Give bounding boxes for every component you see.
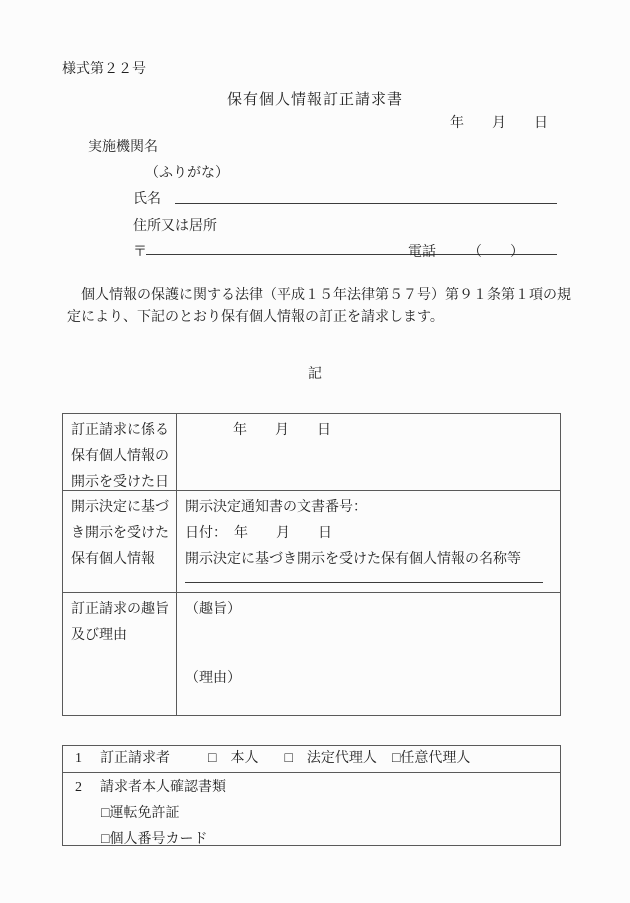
checkbox-option-legal-representative: □ 法定代理人 bbox=[284, 751, 377, 766]
correction-request-table bbox=[62, 413, 561, 716]
name-fill-line bbox=[175, 203, 557, 204]
table-row-purport-reason bbox=[63, 592, 560, 715]
row-header bbox=[63, 414, 177, 490]
document-number-label: 開示決定通知書の文書番号： bbox=[185, 500, 367, 515]
checkbox-option-voluntary-representative: □任意代理人 bbox=[391, 751, 471, 766]
checkbox-option-my-number-card: □個人番号カード bbox=[101, 832, 208, 847]
header-line: 及び理由 bbox=[71, 628, 127, 643]
date-blank-line: 年 月 日 bbox=[450, 116, 548, 131]
furigana-label: （ふりがな） bbox=[145, 166, 229, 181]
form-number: 様式第２２号 bbox=[62, 62, 146, 77]
agency-label: 実施機関名 bbox=[88, 140, 158, 155]
checkbox-option-self: □ 本人 bbox=[208, 751, 259, 766]
table-row-disclosed-info bbox=[63, 490, 560, 592]
header-line: 訂正請求に係る bbox=[71, 423, 169, 438]
name-label: 氏名 bbox=[133, 192, 161, 207]
row-header bbox=[63, 491, 177, 592]
table-row-identity-documents bbox=[63, 772, 560, 845]
header-line: 訂正請求の趣旨 bbox=[71, 602, 169, 617]
checkbox-option-drivers-license: □運転免許証 bbox=[101, 806, 180, 821]
address-label: 住所又は居所 bbox=[133, 219, 217, 234]
header-line: き開示を受けた bbox=[71, 526, 169, 541]
identity-documents-heading bbox=[75, 775, 560, 801]
row-content bbox=[177, 593, 560, 715]
reason-label: （理由） bbox=[185, 671, 241, 686]
row-header bbox=[63, 593, 177, 715]
purport-label: （趣旨） bbox=[185, 602, 241, 617]
info-name-fill-line bbox=[185, 582, 543, 583]
row-content bbox=[177, 491, 560, 592]
row-number: 1 bbox=[75, 751, 82, 766]
requester-table bbox=[62, 745, 561, 846]
info-name-label: 開示決定に基づき開示を受けた保有個人情報の名称等 bbox=[185, 552, 521, 567]
document-title: 保有個人情報訂正請求書 bbox=[226, 92, 403, 108]
table-row-requester bbox=[63, 746, 560, 772]
row-number: 2 bbox=[75, 780, 82, 795]
header-line: 保有個人情報の bbox=[71, 449, 169, 464]
row-content bbox=[177, 414, 560, 490]
section-mark: 記 bbox=[308, 367, 322, 382]
phone-area-parens: （ ） bbox=[468, 245, 524, 260]
header-line: 開示決定に基づ bbox=[71, 500, 169, 515]
date-label: 日付： 年 月 日 bbox=[185, 526, 332, 541]
phone-label: 電話 bbox=[408, 245, 436, 260]
requester-label: 訂正請求者 bbox=[100, 751, 170, 766]
header-line: 開示を受けた日 bbox=[71, 475, 169, 490]
table-row-disclosure-date bbox=[63, 414, 560, 490]
date-blank: 年 月 日 bbox=[233, 423, 331, 438]
postal-mark: 〒 bbox=[133, 245, 147, 260]
identity-documents-label: 請求者本人確認書類 bbox=[100, 780, 226, 795]
body-paragraph: 個人情報の保護に関する法律（平成１５年法律第５７号）第９１条第１項の規定により、下記のとおり保有個人情報の訂正を請求します。 bbox=[67, 288, 571, 325]
header-line: 保有個人情報 bbox=[71, 552, 155, 567]
